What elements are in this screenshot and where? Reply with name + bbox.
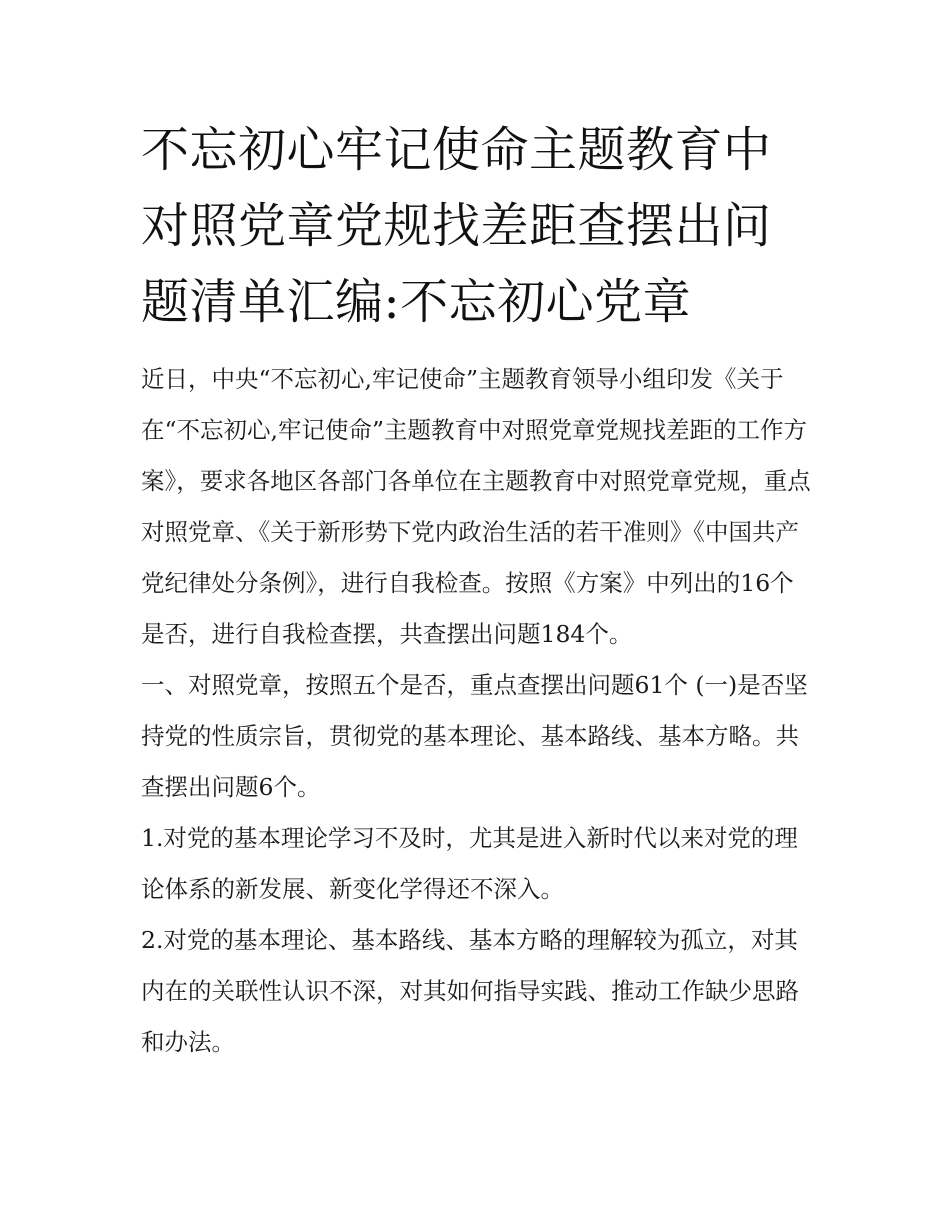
paragraph-section-one: 一、对照党章，按照五个是否，重点查摆出问题61个 (一)是否坚持党的性质宗旨，贯彻党的基本理论、基本路线、基本方略。共查摆出问题6个。 <box>141 671 808 801</box>
paragraph-item-1: 1.对党的基本理论学习不及时，尤其是进入新时代以来对党的理论体系的新发展、新变化学得还不深入。 <box>141 824 798 903</box>
document-body <box>141 112 813 1068</box>
document-title: 不忘初心牢记使命主题教育中对照党章党规找差距查摆出问题清单汇编:不忘初心党章 <box>141 122 772 330</box>
paragraph-item-2: 2.对党的基本理论、基本路线、基本方略的理解较为孤立，对其内在的关联性认识不深，对其如何指导实践、推动工作缺少思路和办法。 <box>141 926 799 1056</box>
paragraph-intro: 近日，中央“不忘初心,牢记使命”主题教育领导小组印发《关于在“不忘初心,牢记使命”主题教育中对照党章党规找差距的工作方案》，要求各地区各部门各单位在主题教育中对照党章党规，重点对照党章、《关于新形势下党内政治生活的若干准则》《中国共产党纪律处分条例》，进行自我检查。按照《方案》中列出的16个是否，进行自我检查摆，共查摆出问题184个。 <box>141 365 811 648</box>
